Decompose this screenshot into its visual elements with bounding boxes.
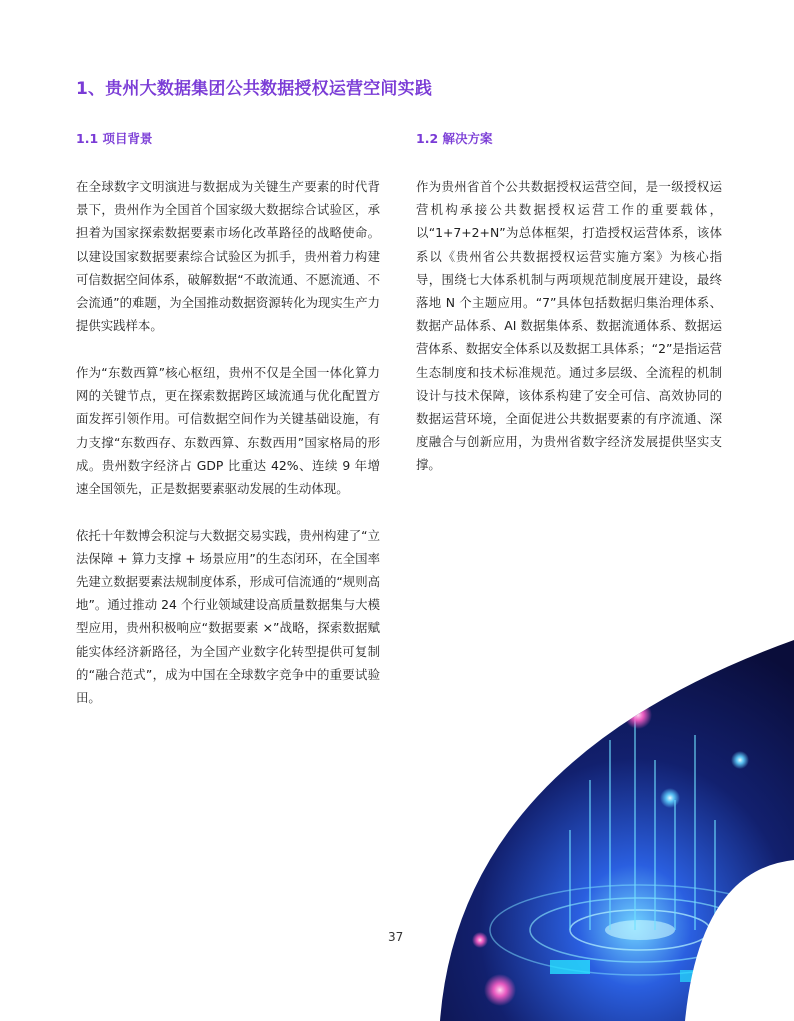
page-title: 1、贵州大数据集团公共数据授权运营空间实践: [76, 79, 433, 99]
paragraph: 依托十年数博会积淀与大数据交易实践，贵州构建了“立法保障 + 算力支撑 + 场景应用”的生态闭环，在全国率先建立数据要素法规制度体系，形成可信流通的“规则高地”。通过推动 24 个行业领域建设高质量数据集与大模型应用，贵州积极响应“数据要素 ×”战略，探索数据赋能实体经济新路径，为全国产业数字化转型提供可复制的“融合范式”，成为中国在全球数字竞争中的重要试验田。: [76, 527, 380, 706]
section-heading-solution: 1.2 解决方案: [416, 131, 493, 146]
page-number: 37: [388, 930, 404, 944]
section-heading-background: 1.1 项目背景: [76, 131, 153, 146]
paragraph: 作为“东数西算”核心枢纽，贵州不仅是全国一体化算力网的关键节点，更在探索数据跨区域流通与优化配置方面发挥引领作用。可信数据空间作为关键基础设施，有力支撑“东数西存、东数西算、东数西用”国家格局的形成。贵州数字经济占 GDP 比重达 42%、连续 9 年增速全国领先，正是数据要素驱动发展的生动体现。: [76, 364, 380, 496]
data-city-illustration: [440, 640, 794, 1021]
paragraph: 在全球数字文明演进与数据成为关键生产要素的时代背景下，贵州作为全国首个国家级大数据综合试验区，承担着为国家探索数据要素市场化改革路径的战略使命。以建设国家数据要素综合试验区为抓手，贵州着力构建可信数据空间体系，破解数据“不敢流通、不愿流通、不会流通”的难题，为全国推动数据资源转化为现实生产力提供实践样本。: [76, 179, 380, 334]
right-column: [416, 175, 722, 500]
paragraph: 作为贵州省首个公共数据授权运营空间，是一级授权运营机构承接公共数据授权运营工作的重要载体，以“1+7+2+N”为总体框架，打造授权运营体系，该体系以《贵州省公共数据授权运营实施方案》为核心指导，围绕七大体系机制与两项规范制度展开建设，最终落地 N 个主题应用。“7”具体包括数据归集治理体系、数据产品体系、AI 数据集体系、数据流通体系、数据运营体系、数据安全体系以及数据工具体系；“2”是指运营生态制度和技术标准规范。通过多层级、全流程的机制设计与技术保障，该体系构建了安全可信、高效协同的数据运营环境，全面促进公共数据要素的有序流通、深度融合与创新应用，为贵州省数字经济发展提供坚实支撑。: [416, 179, 722, 473]
left-column: [76, 175, 380, 733]
